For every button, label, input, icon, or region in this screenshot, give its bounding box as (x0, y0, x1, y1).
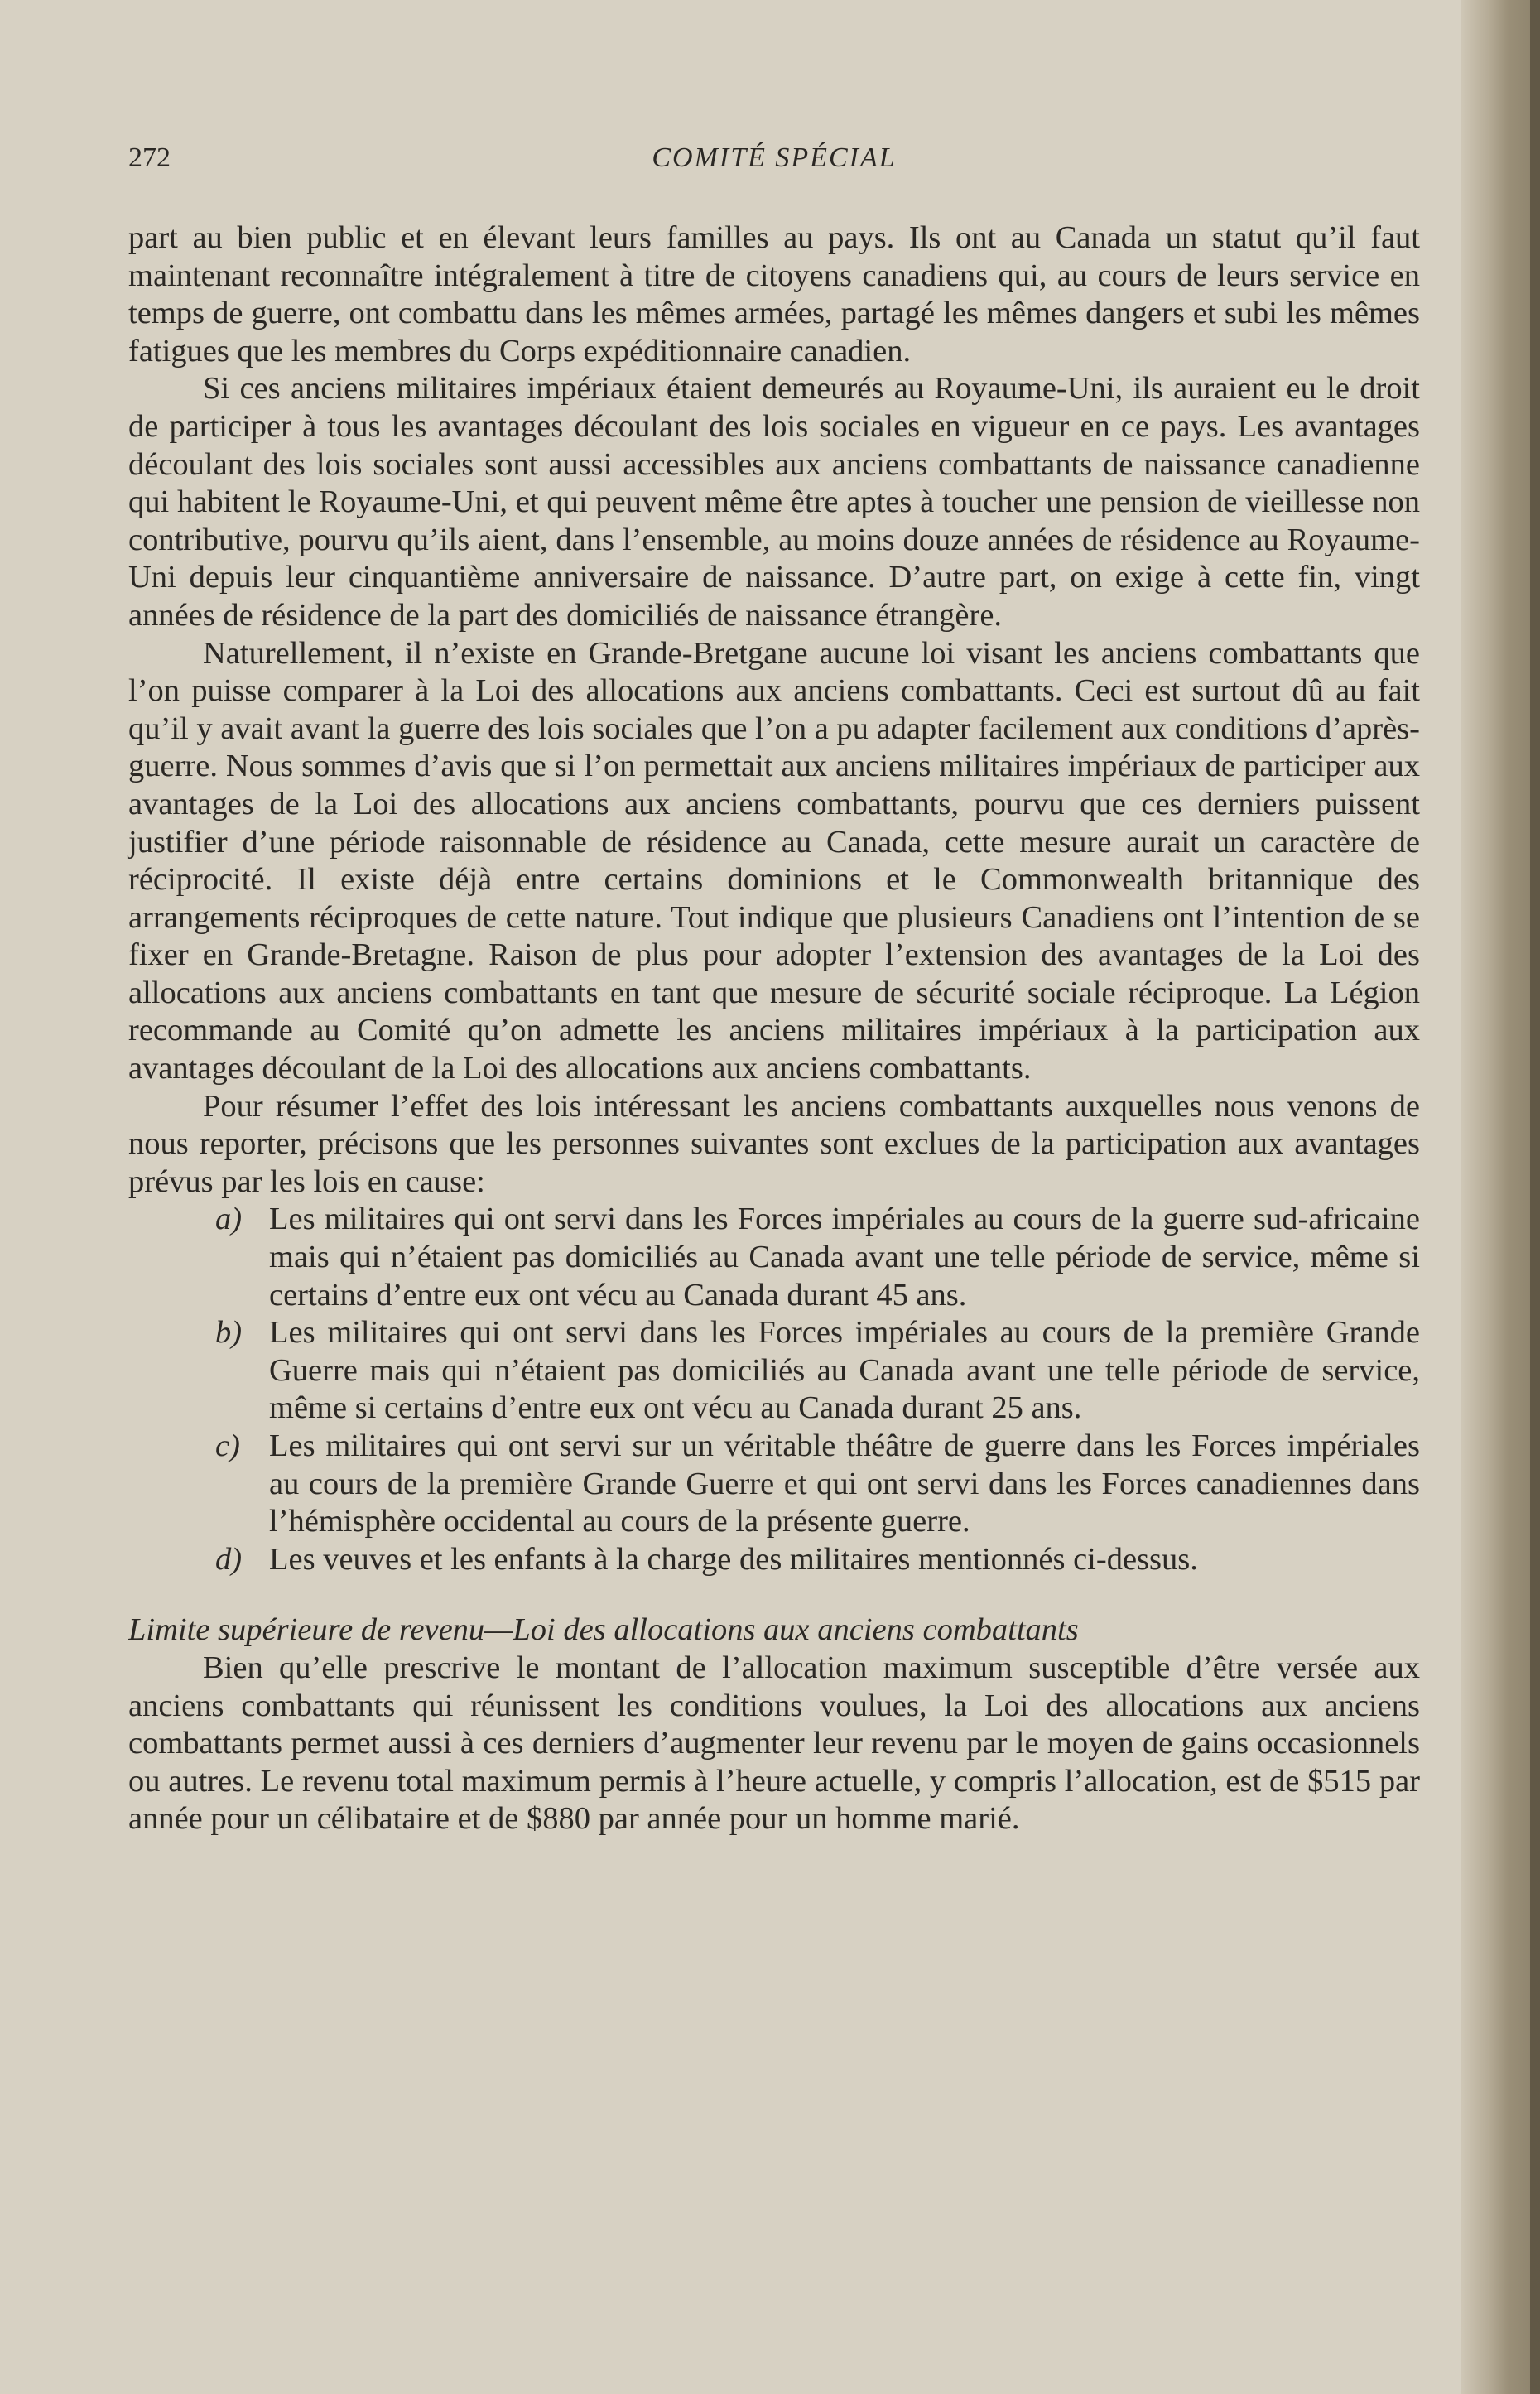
list-item-label: b) (215, 1315, 243, 1351)
list-item-label: c) (215, 1428, 240, 1463)
body-text (128, 219, 1420, 1838)
page-header (128, 142, 1420, 184)
list-item (128, 1314, 1420, 1428)
paragraph: Si ces anciens militaires impériaux étaient demeurés au Royaume-Uni, ils auraient eu le droit de participer à tous les avantages découlant des lois sociales en vigueur en ce pays. Les avantages découlant des lois sociales sont aussi accessibles aux anciens combattants de naissance canadienne qui habitent le Royaume-Uni, et qui peuvent même être aptes à toucher une pension de vieillesse non contributive, pourvu qu’ils aient, dans l’ensemble, au moins douze années de résidence au Royaume-Uni depuis leur cinquantième anniversaire de naissance. D’autre part, on exige à cette fin, vingt années de résidence de la part des domiciliés de naissance étrangère. (128, 371, 1420, 633)
list-item (128, 1428, 1420, 1541)
running-head: COMITÉ SPÉCIAL (652, 142, 897, 173)
page-number: 272 (128, 142, 171, 173)
section-heading: Limite supérieure de revenu—Loi des allocations aux anciens combattants (128, 1612, 1079, 1648)
book-spine-edge (1530, 0, 1540, 2394)
paragraph: Bien qu’elle prescrive le montant de l’allocation maximum susceptible d’être versée aux anciens combattants qui réunissent les conditions voulues, la Loi des allocations aux anciens combattants permet aussi à ces derniers d’augmenter leur revenu par le moyen de gains occasionnels ou autres. Le revenu total maximum permis à l’heure actuelle, y compris l’allocation, est de $515 par année pour un célibataire et de $880 par année pour un homme marié. (128, 1650, 1420, 1837)
exclusion-list (128, 1201, 1420, 1578)
list-item (128, 1541, 1420, 1579)
list-item-label: a) (215, 1202, 243, 1237)
list-item-text: Les veuves et les enfants à la charge des militaires mentionnés ci-dessus. (269, 1541, 1198, 1577)
list-item (128, 1201, 1420, 1314)
list-item-text: Les militaires qui ont servi sur un véritable théâtre de guerre dans les Forces impériales au cours de la première Grande Guerre et qui ont servi dans les Forces canadiennes dans l’hémisphère occidental au cours de la présente guerre. (269, 1428, 1420, 1539)
list-item-text: Les militaires qui ont servi dans les Forces impériales au cours de la première Grande Guerre mais qui n’étaient pas domiciliés au Canada avant une telle période de service, même si certains d’entre eux ont vécu au Canada durant 25 ans. (269, 1315, 1420, 1426)
list-item-text: Les militaires qui ont servi dans les Forces impériales au cours de la guerre sud-africaine mais qui n’étaient pas domiciliés au Canada avant une telle période de service, même si certains d’entre eux ont vécu au Canada durant 45 ans. (269, 1202, 1420, 1313)
paragraph: Naturellement, il n’existe en Grande-Bretgane aucune loi visant les anciens combattants que l’on puisse comparer à la Loi des allocations aux anciens combattants. Ceci est surtout dû au fait qu’il y avait avant la guerre des lois sociales que l’on a pu adapter facilement aux conditions d’après-guerre. Nous sommes d’avis que si l’on permettait aux anciens militaires impériaux de participer aux avantages de la Loi des allocations aux anciens combattants, pourvu que ces derniers puissent justifier d’une période raisonnable de résidence au Canada, cette mesure aurait un caractère de réciprocité. Il existe déjà entre certains dominions et le Commonwealth britannique des arrangements réciproques de cette nature. Tout indique que plusieurs Canadiens ont l’intention de se fixer en Grande-Bretagne. Raison de plus pour adopter l’extension des avantages de la Loi des allocations aux anciens combattants en tant que mesure de sécurité sociale réciproque. La Légion recommande au Comité qu’on admette les anciens militaires impériaux à la participation aux avantages découlant de la Loi des allocations aux anciens combattants. (128, 635, 1420, 1086)
paragraph: part au bien public et en élevant leurs familles au pays. Ils ont au Canada un statut qu’il faut maintenant reconnaître intégralement à titre de citoyens canadiens qui, au cours de leurs service en temps de guerre, ont combattu dans les mêmes armées, partagé les mêmes dangers et subi les mêmes fatigues que les membres du Corps expéditionnaire canadien. (128, 220, 1420, 368)
list-item-label: d) (215, 1541, 243, 1577)
paragraph: Pour résumer l’effet des lois intéressant les anciens combattants auxquelles nous venons de nous reporter, précisons que les personnes suivantes sont exclues de la participation aux avantages prévus par les lois en cause: (128, 1088, 1420, 1199)
book-spine-shadow (1461, 0, 1540, 2394)
